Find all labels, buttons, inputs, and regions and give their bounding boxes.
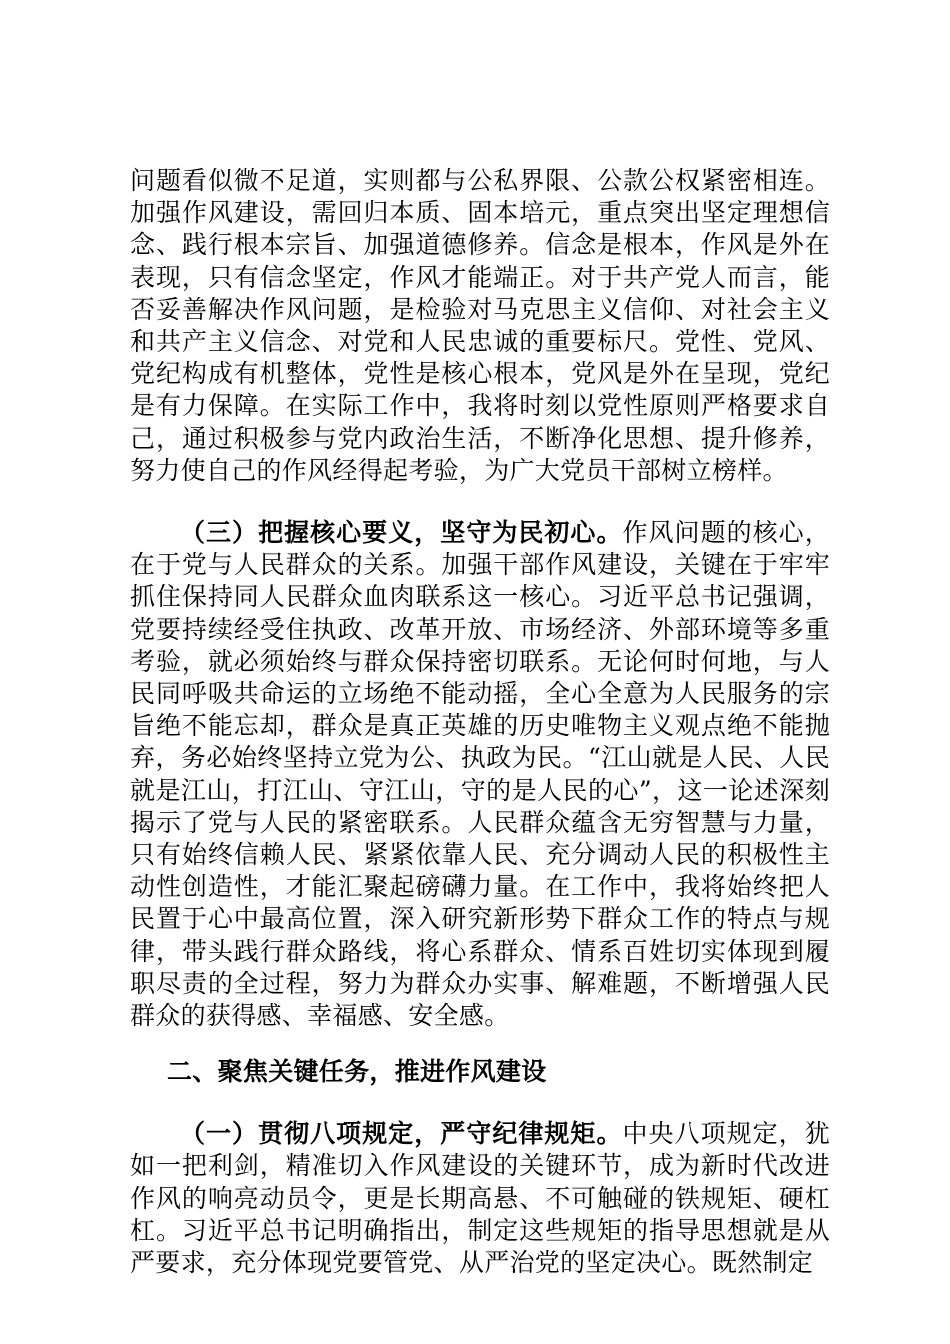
section-three-body: 作风问题的核心，在于党与人民群众的关系。加强干部作风建设，关键在于牢牢抓住保持同人民群众血肉联系这一核心。习近平总书记强调，党要持续经受住执政、改革开放、市场经济、外部环境等多重考验，就必须始终与群众保持密切联系。无论何时何地，与人民同呼吸共命运的立场绝不能动摇，全心全意为人民服务的宗旨绝不能忘却，群众是真正英雄的历史唯物主义观点绝不能抛弃，务必始终坚持立党为公、执政为民。“江山就是人民、人民就是江山，打江山、守江山，守的是人民的心”，这一论述深刻揭示了党与人民的紧密联系。人民群众蕴含无穷智慧与力量，只有始终信赖人民、紧紧依靠人民、充分调动人民的积极性主动性创造性，才能汇聚起磅礴力量。在工作中，我将始终把人民置于心中最高位置，深入研究新形势下群众工作的特点与规律，带头践行群众路线，将心系群众、情系百姓切实体现到履职尽责的全过程，努力为群众办实事、解难题，不断增强人民群众的获得感、幸福感、安全感。 <box>130 518 831 1031</box>
document-page <box>130 165 830 1279</box>
section-three-lead: （三）把握核心要义，坚守为民初心。 <box>180 518 623 548</box>
paragraph-section-three <box>130 517 830 1032</box>
chapter-heading-two: 二、聚焦关键任务，推进作风建设 <box>167 1057 547 1087</box>
paragraph-section-one <box>130 1118 830 1279</box>
section-one-body: 中央八项规定，犹如一把利剑，精准切入作风建设的关键环节，成为新时代改进作风的响亮动员令，更是长期高悬、不可触碰的铁规矩、硬杠杠。习近平总书记明确指出，制定这些规矩的指导思想就是从严要求，充分体现党要管党、从严治党的坚定决心。既然制定 <box>130 1119 831 1278</box>
paragraph-continuation: 问题看似微不足道，实则都与公私界限、公款公权紧密相连。加强作风建设，需回归本质、固本培元，重点突出坚定理想信念、践行根本宗旨、加强道德修养。信念是根本，作风是外在表现，只有信念坚定，作风才能端正。对于共产党人而言，能否妥善解决作风问题，是检验对马克思主义信仰、对社会主义和共产主义信念、对党和人民忠诚的重要标尺。党性、党风、党纪构成有机整体，党性是核心根本，党风是外在呈现，党纪是有力保障。在实际工作中，我将时刻以党性原则严格要求自己，通过积极参与党内政治生活，不断净化思想、提升修养，努力使自己的作风经得起考验，为广大党员干部树立榜样。 <box>130 166 830 485</box>
section-one-lead: （一）贯彻八项规定，严守纪律规矩。 <box>180 1119 623 1149</box>
